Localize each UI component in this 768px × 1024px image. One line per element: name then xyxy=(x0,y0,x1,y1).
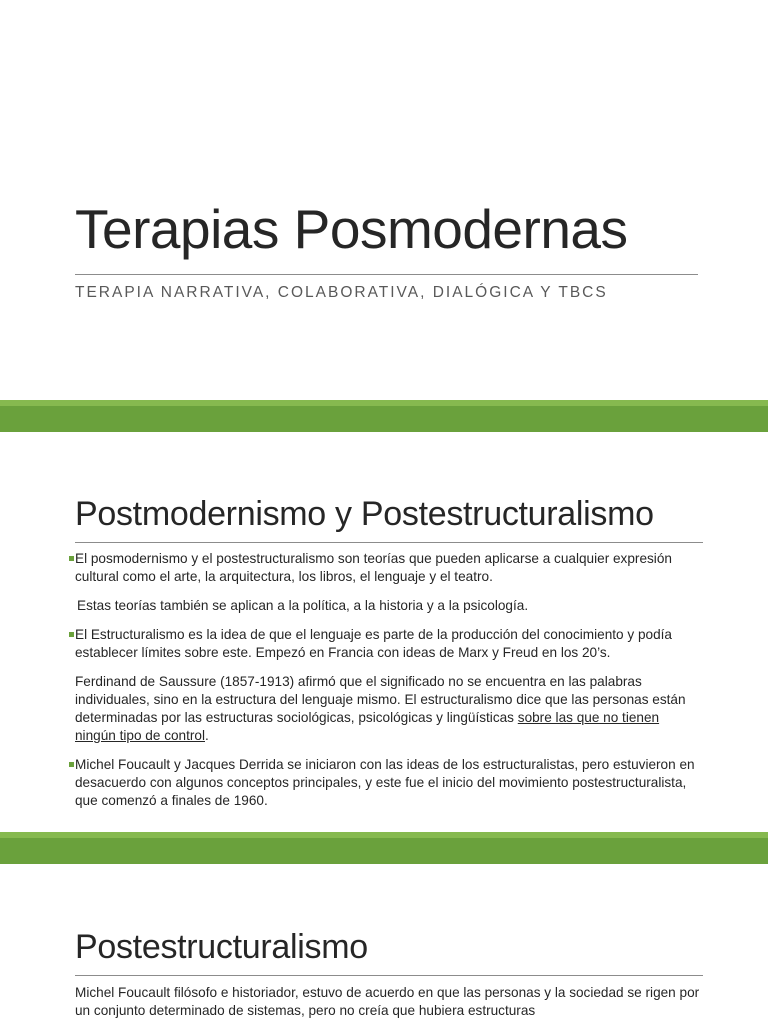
slide-1-subtitle: TERAPIA NARRATIVA, COLABORATIVA, DIALÓGICA Y TBCS xyxy=(75,284,608,301)
slide-1 xyxy=(0,0,768,400)
paragraph-teorias-politica-text: Estas teorías también se aplican a la política, a la historia y a la psicología. xyxy=(77,598,529,613)
slide-2-title: Postmodernismo y Postestructuralismo xyxy=(75,495,654,533)
slide-3 xyxy=(0,864,768,1024)
paragraph-teorias-politica xyxy=(75,597,700,615)
paragraph-saussure-text: Ferdinand de Saussure (1857-1913) afirmó que el significado no se encuentra en las palabras individuales, sino en la estructura del lenguaje mismo. El estructuralismo dice que las personas están determinadas por las estructuras sociológicas, psicológicas y lingüísticas xyxy=(75,674,686,725)
slide-3-title-rule xyxy=(75,975,703,976)
slide-1-title: Terapias Posmodernas xyxy=(75,198,628,260)
bullet-estructuralismo xyxy=(75,626,700,662)
slide-divider-2-highlight xyxy=(0,832,768,838)
slide-3-body xyxy=(75,984,700,1020)
paragraph-saussure-end: . xyxy=(205,728,209,743)
slide-1-title-rule xyxy=(75,274,698,275)
paragraph-foucault xyxy=(75,984,700,1020)
paragraph-saussure xyxy=(75,673,700,745)
paragraph-saussure-underlined: sobre las que no tienen ningún tipo de control xyxy=(75,710,660,743)
bullet-posmodernismo-text: El posmodernismo y el postestructuralismo son teorías que pueden aplicarse a cualquier expresión cultural como el arte, la arquitectura, los libros, el lenguaje y el teatro. xyxy=(75,551,672,584)
slide-divider-1-highlight xyxy=(0,400,768,406)
bullet-foucault-derrida-text: Michel Foucault y Jacques Derrida se iniciaron con las ideas de los estructuralistas, pero estuvieron en desacuerdo con algunos conceptos principales, y este fue el inicio del movimiento postestructuralista, que comenzó a finales de 1960. xyxy=(75,757,695,808)
slide-3-title: Postestructuralismo xyxy=(75,928,368,966)
bullet-square-icon xyxy=(69,556,74,561)
slide-2 xyxy=(0,432,768,832)
bullet-square-icon xyxy=(69,762,74,767)
slide-divider-2 xyxy=(0,832,768,864)
slide-2-title-rule xyxy=(75,542,703,543)
slide-2-body xyxy=(75,550,700,810)
bullet-posmodernismo xyxy=(75,550,700,586)
bullet-estructuralismo-text: El Estructuralismo es la idea de que el lenguaje es parte de la producción del conocimiento y podía establecer límites sobre este. Empezó en Francia con ideas de Marx y Freud en los 20’s. xyxy=(75,627,672,660)
slide-divider-1 xyxy=(0,400,768,432)
bullet-foucault-derrida xyxy=(75,756,700,810)
paragraph-foucault-text: Michel Foucault filósofo e historiador, estuvo de acuerdo en que las personas y la sociedad se rigen por un conjunto determinado de sistemas, pero no creía que hubiera estructuras xyxy=(75,985,700,1018)
bullet-square-icon xyxy=(69,632,74,637)
